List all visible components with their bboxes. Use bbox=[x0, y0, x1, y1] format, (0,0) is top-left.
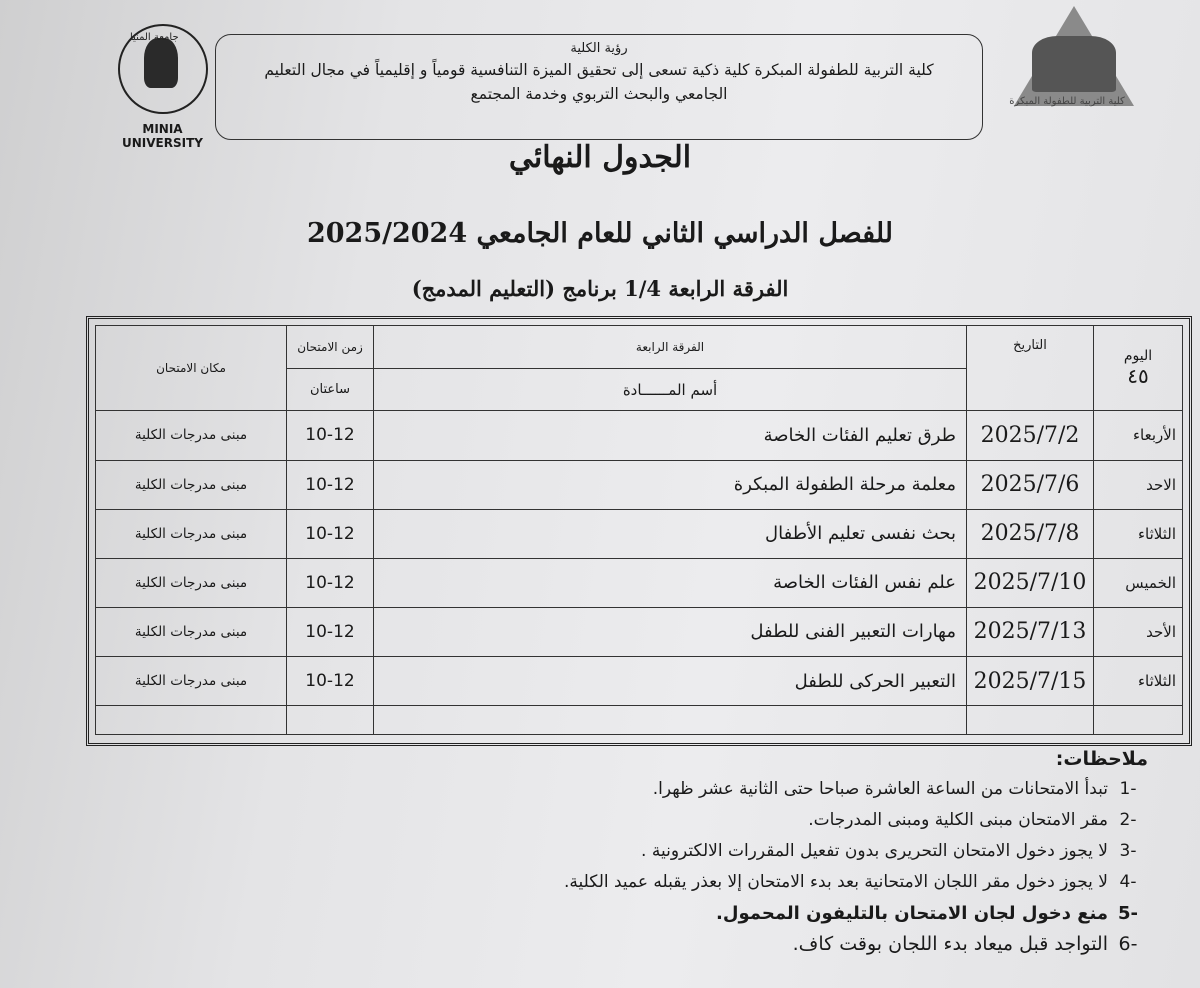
day-cell: الأحد bbox=[1094, 607, 1183, 656]
table-row bbox=[96, 558, 1183, 607]
subject-cell: مهارات التعبير الفنى للطفل bbox=[374, 607, 967, 656]
date-cell: 2025/7/13 bbox=[967, 607, 1094, 656]
note-text: مقر الامتحان مبنى الكلية ومبنى المدرجات. bbox=[808, 810, 1108, 830]
semester-title: للفصل الدراسي الثاني للعام الجامعي 2025/2024 bbox=[306, 218, 894, 249]
table-row bbox=[96, 656, 1183, 705]
faculty-logo bbox=[1000, 0, 1135, 118]
note-item bbox=[360, 836, 1148, 867]
header-day bbox=[1094, 326, 1183, 411]
note-number: 3- bbox=[1119, 841, 1137, 861]
subject-cell: بحث نفسى تعليم الأطفال bbox=[374, 509, 967, 558]
table-row bbox=[96, 607, 1183, 656]
time-cell: 10-12 bbox=[287, 411, 374, 460]
vision-text bbox=[216, 58, 982, 106]
note-text: لا يجوز دخول مقر اللجان الامتحانية بعد بدء الامتحان إلا بعذر يقبله عميد الكلية. bbox=[564, 872, 1108, 892]
schedule-table-frame bbox=[86, 316, 1192, 746]
note-number: 5- bbox=[1118, 903, 1138, 924]
header-subject: أسم المــــــادة bbox=[374, 368, 967, 411]
note-text: منع دخول لجان الامتحان بالتليفون المحمول. bbox=[716, 903, 1108, 924]
header-level: الفرقة الرابعة bbox=[374, 326, 967, 369]
note-number: 6- bbox=[1118, 933, 1138, 955]
note-item bbox=[360, 929, 1148, 960]
notes-title: ملاحظات: bbox=[1055, 748, 1148, 770]
day-cell: الأربعاء bbox=[1094, 411, 1183, 460]
subject-cell: علم نفس الفئات الخاصة bbox=[374, 558, 967, 607]
vision-line: الجامعي والبحث التربوي وخدمة المجتمع bbox=[470, 85, 728, 103]
note-item bbox=[360, 805, 1148, 836]
faculty-logo-caption: كلية التربية للطفولة المبكرة bbox=[1009, 96, 1125, 107]
time-cell: 10-12 bbox=[287, 509, 374, 558]
note-text: لا يجوز دخول الامتحان التحريرى بدون تفعيل المقررات الالكترونية . bbox=[641, 841, 1108, 861]
note-item bbox=[360, 867, 1148, 898]
time-cell: 10-12 bbox=[287, 607, 374, 656]
place-cell: مبنى مدرجات الكلية bbox=[96, 607, 287, 656]
subject-cell: طرق تعليم الفئات الخاصة bbox=[374, 411, 967, 460]
time-cell: 10-12 bbox=[287, 460, 374, 509]
children-emblem-icon bbox=[1032, 36, 1116, 92]
university-name: MINIA UNIVERSITY bbox=[122, 122, 203, 150]
place-cell: مبنى مدرجات الكلية bbox=[96, 460, 287, 509]
place-cell: مبنى مدرجات الكلية bbox=[96, 558, 287, 607]
day-cell: الثلاثاء bbox=[1094, 656, 1183, 705]
vision-title: رؤية الكلية bbox=[570, 41, 628, 56]
header-day-mark: ٤٥ bbox=[1127, 364, 1149, 389]
vision-box bbox=[215, 34, 983, 140]
schedule-table bbox=[95, 325, 1183, 735]
place-cell: مبنى مدرجات الكلية bbox=[96, 509, 287, 558]
notes-section bbox=[360, 748, 1148, 960]
time-cell: 10-12 bbox=[287, 656, 374, 705]
header-time-value: ساعتان bbox=[287, 368, 374, 411]
header-time-label: زمن الامتحان bbox=[287, 326, 374, 369]
day-cell: الاحد bbox=[1094, 460, 1183, 509]
minia-university-logo bbox=[100, 18, 225, 150]
date-cell: 2025/7/15 bbox=[967, 656, 1094, 705]
page-title: الجدول النهائي bbox=[508, 140, 692, 175]
header-place: مكان الامتحان bbox=[96, 326, 287, 411]
note-number: 2- bbox=[1119, 810, 1137, 830]
day-cell: الخميس bbox=[1094, 558, 1183, 607]
note-number: 1- bbox=[1119, 779, 1137, 799]
note-number: 4- bbox=[1119, 872, 1137, 892]
table-row bbox=[96, 411, 1183, 460]
subject-cell: معلمة مرحلة الطفولة المبكرة bbox=[374, 460, 967, 509]
table-row bbox=[96, 460, 1183, 509]
date-cell: 2025/7/8 bbox=[967, 509, 1094, 558]
date-cell: 2025/7/6 bbox=[967, 460, 1094, 509]
table-row bbox=[96, 509, 1183, 558]
date-cell: 2025/7/10 bbox=[967, 558, 1094, 607]
note-text: التواجد قبل ميعاد بدء اللجان بوقت كاف. bbox=[792, 933, 1108, 955]
time-cell: 10-12 bbox=[287, 558, 374, 607]
place-cell: مبنى مدرجات الكلية bbox=[96, 656, 287, 705]
header-date: التاريخ bbox=[967, 326, 1094, 411]
day-cell: الثلاثاء bbox=[1094, 509, 1183, 558]
logo-arabic-name: جامعة المنيا bbox=[130, 32, 179, 43]
note-text: تبدأ الامتحانات من الساعة العاشرة صباحا حتى الثانية عشر ظهرا. bbox=[652, 779, 1108, 799]
place-cell: مبنى مدرجات الكلية bbox=[96, 411, 287, 460]
nefertiti-icon bbox=[144, 38, 178, 88]
note-item bbox=[360, 898, 1148, 929]
note-item bbox=[360, 774, 1148, 805]
vision-line: كلية التربية للطفولة المبكرة كلية ذكية تسعى إلى تحقيق الميزة التنافسية قومياً و إقليمياً في مجال التعليم bbox=[264, 61, 934, 79]
header-day-label: اليوم bbox=[1123, 348, 1153, 365]
subject-cell: التعبير الحركى للطفل bbox=[374, 656, 967, 705]
program-title: الفرقة الرابعة 1/4 برنامج (التعليم المدمج) bbox=[411, 276, 789, 301]
date-cell: 2025/7/2 bbox=[967, 411, 1094, 460]
